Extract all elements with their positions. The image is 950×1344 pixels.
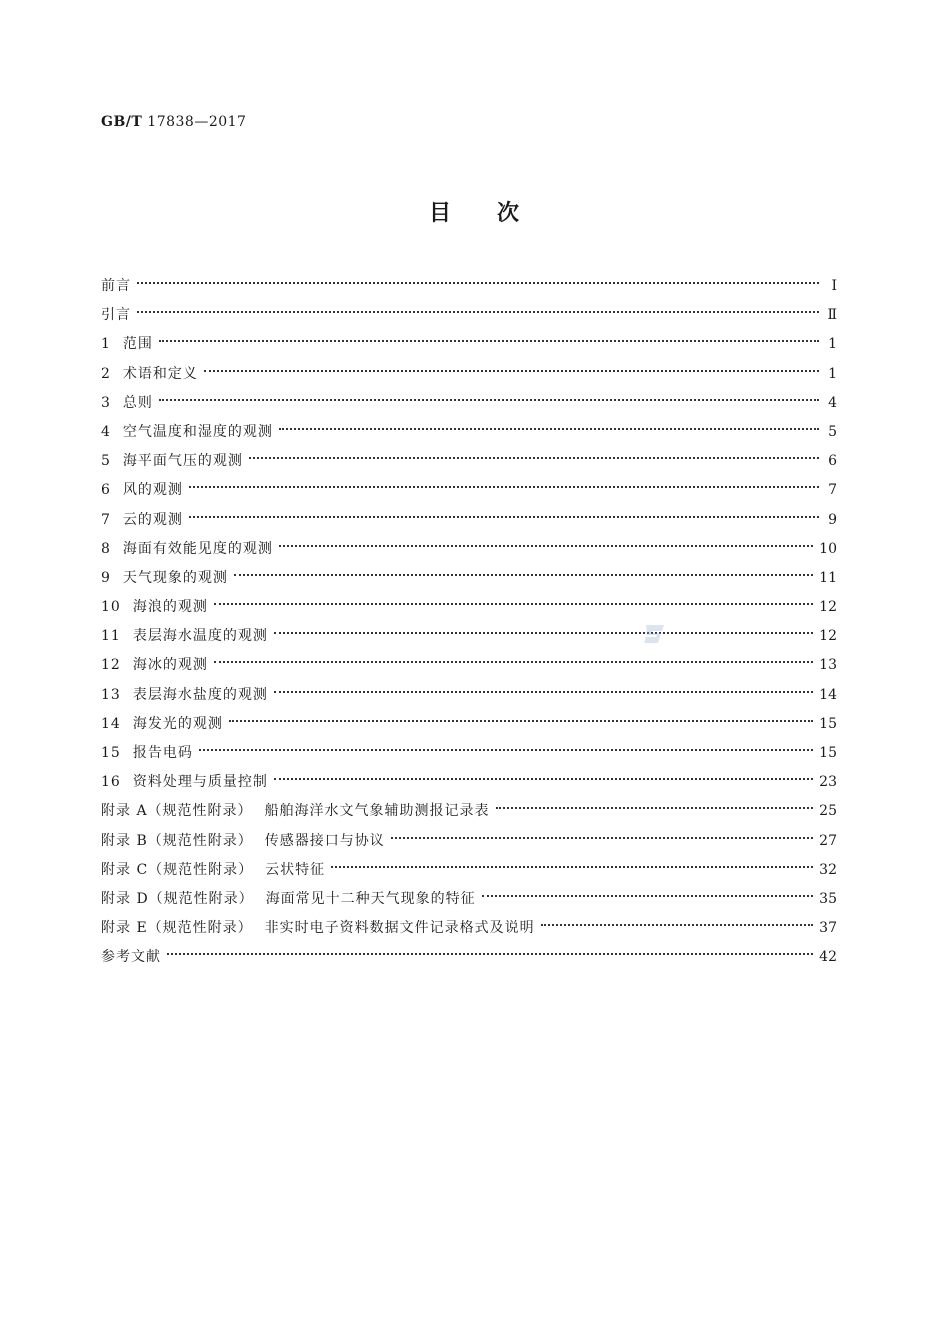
toc-dot-leader bbox=[204, 356, 819, 372]
toc-entry-page: 32 bbox=[819, 861, 837, 878]
toc-entry-text: 船舶海洋水文气象辅助测报记录表 bbox=[264, 803, 490, 820]
toc-dot-leader bbox=[274, 677, 813, 693]
toc-entry-number: 4 bbox=[101, 423, 111, 440]
toc-entry-number: 11 bbox=[101, 628, 121, 645]
toc-entry-text: 海发光的观测 bbox=[132, 715, 223, 732]
toc-dot-leader bbox=[167, 939, 813, 955]
toc-entry-label bbox=[101, 768, 268, 797]
toc-entry-number: 5 bbox=[101, 453, 111, 470]
toc-dot-leader bbox=[159, 385, 819, 401]
toc-entry-label bbox=[101, 418, 273, 447]
toc-entry-label bbox=[101, 389, 153, 418]
toc-entry-page: 11 bbox=[819, 569, 837, 586]
toc-entry-text: 范围 bbox=[122, 336, 153, 353]
toc-entry-label bbox=[101, 885, 476, 914]
toc-entry-text: 资料处理与质量控制 bbox=[132, 774, 268, 791]
toc-entry-page: 12 bbox=[819, 599, 837, 616]
toc-dot-leader bbox=[249, 443, 819, 459]
toc-dot-leader bbox=[137, 297, 819, 313]
toc-entry-text: 术语和定义 bbox=[122, 365, 198, 382]
toc-entry-text: 空气温度和湿度的观测 bbox=[122, 423, 273, 440]
page-title bbox=[0, 196, 950, 227]
toc-entry-text: 海面常见十二种天气现象的特征 bbox=[265, 890, 476, 907]
toc-entry-number: 10 bbox=[101, 599, 121, 616]
toc-entry-number: 13 bbox=[101, 686, 121, 703]
toc-dot-leader bbox=[234, 560, 813, 576]
toc-entry-text: 海冰的观测 bbox=[132, 657, 208, 674]
toc-entry-text: 海面有效能见度的观测 bbox=[122, 540, 273, 557]
toc-entry-page: 1 bbox=[828, 336, 837, 353]
toc-entry-label bbox=[101, 272, 131, 301]
toc-entry-page: 6 bbox=[828, 453, 837, 470]
toc-entry-label bbox=[101, 856, 325, 885]
toc-entry-number: 附录 A（规范性附录） bbox=[101, 803, 253, 820]
toc-dot-leader bbox=[391, 823, 813, 839]
toc-entry-page: 5 bbox=[828, 423, 837, 440]
toc-entry-page: 35 bbox=[819, 890, 837, 907]
toc-entry-page: 4 bbox=[828, 394, 837, 411]
toc-entry-page: 13 bbox=[819, 657, 837, 674]
toc-entry-page: 15 bbox=[819, 745, 837, 761]
toc-entry-label bbox=[101, 564, 228, 593]
toc-entry-label bbox=[101, 330, 153, 359]
toc-entry-number: 12 bbox=[101, 657, 121, 674]
toc-entry-page: Ⅰ bbox=[831, 278, 837, 294]
toc-entry-text: 海平面气压的观测 bbox=[122, 453, 243, 470]
toc-dot-leader bbox=[199, 735, 813, 751]
table-of-contents bbox=[101, 272, 837, 973]
toc-dot-leader bbox=[214, 647, 813, 663]
toc-entry-page: 9 bbox=[828, 511, 837, 528]
toc-dot-leader bbox=[137, 268, 819, 284]
toc-entry-page: 42 bbox=[819, 949, 837, 966]
toc-entry-page: 14 bbox=[819, 686, 837, 703]
toc-entry-number: 附录 B（规范性附录） bbox=[101, 832, 253, 849]
toc-entry-page: 10 bbox=[819, 540, 837, 557]
toc-entry-text: 表层海水温度的观测 bbox=[132, 628, 268, 645]
toc-entry-text: 风的观测 bbox=[122, 482, 183, 499]
title-char-1: 目 bbox=[428, 201, 453, 226]
toc-entry-page: 27 bbox=[819, 832, 837, 849]
toc-entry-number: 6 bbox=[101, 482, 111, 499]
toc-entry-number: 2 bbox=[101, 365, 111, 382]
watermark-logo-icon bbox=[642, 622, 668, 646]
toc-dot-leader bbox=[159, 326, 819, 342]
toc-entry-text: 非实时电子资料数据文件记录格式及说明 bbox=[264, 920, 535, 937]
toc-dot-leader bbox=[214, 589, 813, 605]
toc-entry-text: 参考文献 bbox=[101, 949, 161, 966]
toc-entry-text: 引言 bbox=[101, 307, 131, 324]
toc-entry-page: 23 bbox=[819, 774, 837, 791]
toc-dot-leader bbox=[189, 502, 819, 518]
toc-entry-label bbox=[101, 943, 161, 972]
toc-entry-text: 云状特征 bbox=[265, 861, 326, 878]
toc-entry-text: 传感器接口与协议 bbox=[264, 832, 385, 849]
toc-entry-label bbox=[101, 476, 183, 505]
standard-code bbox=[101, 114, 246, 130]
toc-entry-page: 15 bbox=[819, 715, 837, 732]
toc-entry-page: 25 bbox=[819, 803, 837, 820]
toc-dot-leader bbox=[229, 706, 813, 722]
toc-entry-page: Ⅱ bbox=[827, 307, 837, 324]
toc-entry-number: 附录 E（规范性附录） bbox=[101, 920, 253, 937]
toc-dot-leader bbox=[482, 881, 813, 897]
toc-entry-number: 8 bbox=[101, 540, 111, 557]
toc-entry-text: 总则 bbox=[122, 394, 153, 411]
title-char-2: 次 bbox=[497, 201, 522, 226]
toc-entry-label bbox=[101, 593, 208, 622]
toc-dot-leader bbox=[274, 618, 813, 634]
toc-entry-text: 报告电码 bbox=[132, 745, 193, 761]
toc-dot-leader bbox=[541, 910, 814, 926]
toc-dot-leader bbox=[496, 793, 814, 809]
toc-dot-leader bbox=[331, 852, 813, 868]
toc-entry-label bbox=[101, 739, 193, 768]
toc-entry-text: 前言 bbox=[101, 278, 131, 294]
toc-entry-label bbox=[101, 651, 208, 680]
toc-entry-text: 天气现象的观测 bbox=[122, 569, 228, 586]
toc-entry-number: 1 bbox=[101, 336, 111, 353]
toc-entry-label bbox=[101, 301, 131, 330]
toc-entry-page: 12 bbox=[819, 628, 837, 645]
toc-entry-number: 9 bbox=[101, 569, 111, 586]
toc-dot-leader bbox=[274, 764, 813, 780]
toc-dot-leader bbox=[189, 472, 819, 488]
toc-entry-text: 海浪的观测 bbox=[132, 599, 208, 616]
toc-entry-number: 7 bbox=[101, 511, 111, 528]
toc-entry-number: 3 bbox=[101, 394, 111, 411]
toc-entry-page: 37 bbox=[819, 920, 837, 937]
standard-prefix: GB/T bbox=[101, 114, 143, 130]
standard-number: 17838—2017 bbox=[147, 114, 247, 130]
toc-entry-number: 14 bbox=[101, 715, 121, 732]
toc-entry-text: 云的观测 bbox=[122, 511, 183, 528]
toc-entry-text: 表层海水盐度的观测 bbox=[132, 686, 268, 703]
toc-entry-number: 16 bbox=[101, 774, 121, 791]
toc-entry-page: 1 bbox=[828, 365, 837, 382]
toc-entry-number: 附录 D（规范性附录） bbox=[101, 890, 254, 907]
toc-entry-number: 附录 C（规范性附录） bbox=[101, 861, 254, 878]
toc-entry[interactable] bbox=[101, 943, 837, 972]
toc-dot-leader bbox=[279, 414, 819, 430]
toc-entry-number: 15 bbox=[101, 745, 121, 761]
toc-dot-leader bbox=[279, 531, 813, 547]
toc-entry-label bbox=[101, 506, 183, 535]
toc-entry-page: 7 bbox=[828, 482, 837, 499]
